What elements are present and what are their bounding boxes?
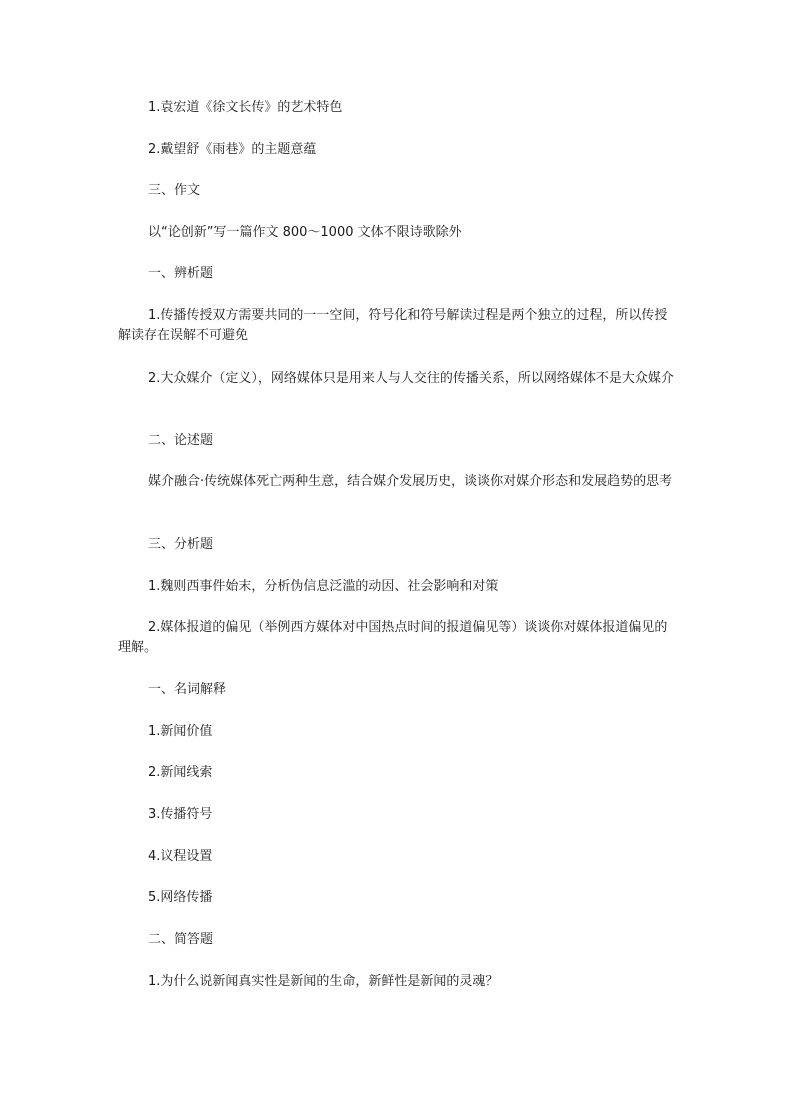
term-item-1: 1.新闻价值 [148, 724, 213, 739]
paragraph-essay-prompt: 媒介融合·传统媒体死亡两种生意，结合媒介发展历史，谈谈你对媒介形态和发展趋势的思考 [148, 474, 673, 489]
paragraph-item-2: 2.戴望舒《雨巷》的主题意蕴 [148, 142, 317, 157]
term-item-4: 4.议程设置 [148, 849, 213, 864]
paragraph-item-2-discrimination: 2.大众媒介（定义），网络媒体只是用来人与人交往的传播关系，所以网络媒体不是大众媒介 [148, 371, 674, 386]
term-item-2: 2.新闻线索 [148, 765, 213, 780]
section-heading-analysis: 三、分析题 [148, 537, 214, 552]
section-heading-composition: 三、作文 [148, 183, 201, 198]
section-heading-analysis-discrimination: 一、辨析题 [148, 266, 214, 281]
short-answer-item-1: 1.为什么说新闻真实性是新闻的生命，新鲜性是新闻的灵魂？ [148, 974, 499, 989]
paragraph-item-1-analysis: 1.魏则西事件始末，分析伪信息泛滥的动因、社会影响和对策 [148, 579, 499, 594]
section-heading-essay: 二、论述题 [148, 433, 214, 448]
section-heading-terms: 一、名词解释 [148, 682, 227, 697]
term-item-5: 5.网络传播 [148, 890, 213, 905]
section-heading-short-answer: 二、简答题 [148, 932, 214, 947]
paragraph-item-1-discrimination: 1.传播传授双方需要共同的一一空间，符号化和符号解读过程是两个独立的过程，所以传授解读存在误解不可避免 [118, 308, 668, 343]
paragraph-item-2-analysis: 2.媒体报道的偏见（举例西方媒体对中国热点时间的报道偏见等）谈谈你对媒体报道偏见的理解。 [118, 620, 668, 655]
paragraph-composition-prompt: 以“论创新”写一篇作文 800～1000 文体不限诗歌除外 [148, 225, 462, 240]
paragraph-item-1: 1.袁宏道《徐文长传》的艺术特色 [148, 100, 343, 115]
term-item-3: 3.传播符号 [148, 807, 213, 822]
